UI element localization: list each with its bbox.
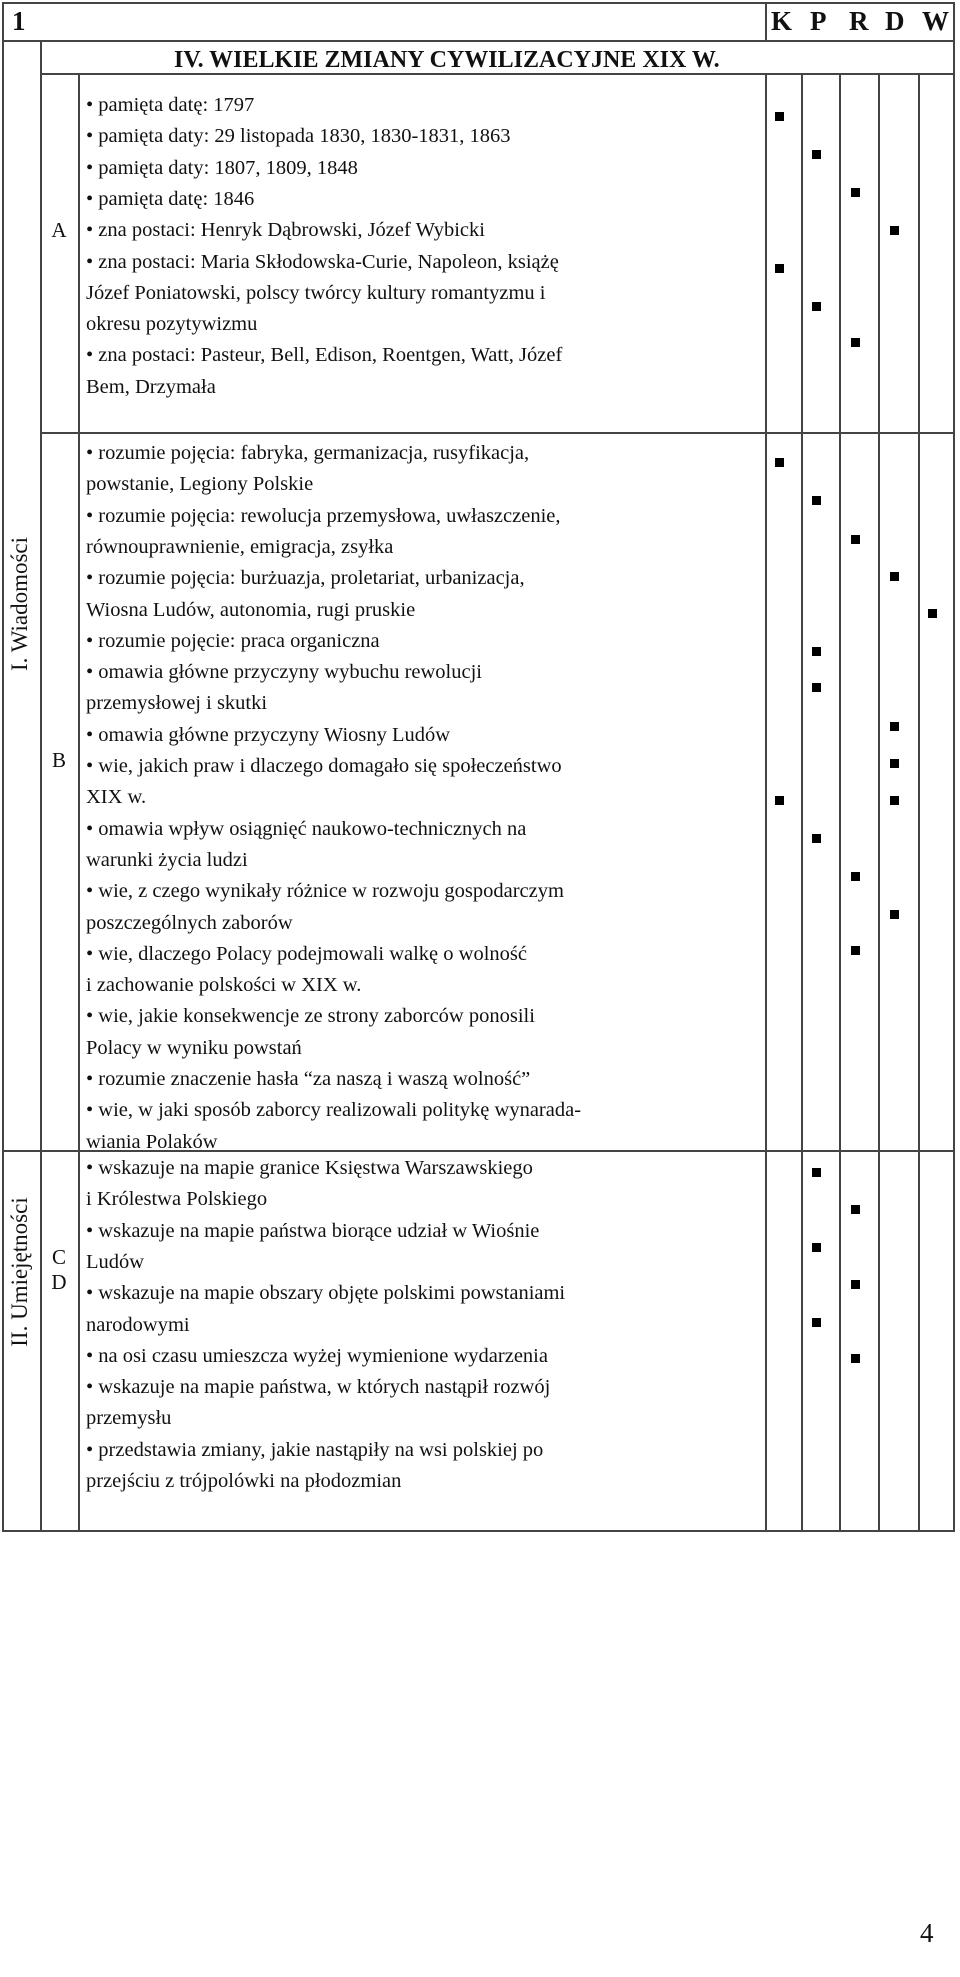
requirement-line: • wie, jakie konsekwencje ze strony zaborców ponosili xyxy=(86,1005,535,1028)
level-mark-k xyxy=(775,458,784,467)
level-mark-k xyxy=(775,264,784,273)
requirement-line: • pamięta datę: 1797 xyxy=(86,94,255,116)
group-a-bottom-border xyxy=(40,432,954,434)
content-column-border-lower xyxy=(765,73,767,1531)
group-a-label: A xyxy=(51,218,67,242)
requirement-line: Polacy w wyniku powstań xyxy=(86,1036,302,1059)
requirement-line: • wie, dlaczego Polacy podejmowali walkę o wolność xyxy=(86,942,527,965)
requirement-line: • pamięta daty: 1807, 1809, 1848 xyxy=(86,156,358,179)
requirement-line: • omawia główne przyczyny Wiosny Ludów xyxy=(86,723,451,746)
level-mark-d xyxy=(890,226,899,235)
level-k-border xyxy=(801,73,803,1531)
header-row-border xyxy=(2,40,954,42)
level-header-p: P xyxy=(810,6,827,36)
content-column-border xyxy=(765,2,767,40)
requirement-line: • zna postaci: Pasteur, Bell, Edison, Roentgen, Watt, Józef xyxy=(86,344,563,367)
table-right-border xyxy=(953,2,955,1532)
level-mark-d xyxy=(890,572,899,581)
requirement-line: Ludów xyxy=(86,1250,145,1273)
requirement-line: • zna postaci: Maria Skłodowska-Curie, Napoleon, książę xyxy=(86,250,559,273)
level-p-border xyxy=(839,73,841,1531)
level-mark-p xyxy=(812,1318,821,1327)
level-mark-p xyxy=(812,302,821,311)
requirement-line: i Królestwa Polskiego xyxy=(86,1188,268,1211)
level-d-border xyxy=(918,73,920,1531)
category-column-border xyxy=(40,40,42,1531)
requirement-line: • rozumie pojęcia: burżuazja, proletariat, urbanizacja, xyxy=(86,567,525,590)
requirement-line: narodowymi xyxy=(86,1313,190,1336)
level-mark-p xyxy=(812,1243,821,1252)
requirement-line: powstanie, Legiony Polskie xyxy=(86,473,314,496)
requirement-line: przejściu z trójpolówki na płodozmian xyxy=(86,1470,402,1492)
level-mark-r xyxy=(851,946,860,955)
requirement-line: • wie, z czego wynikały różnice w rozwoju gospodarczym xyxy=(86,880,564,903)
category-umiejetnosci-label: II. Umiejętności xyxy=(7,1197,32,1347)
requirement-line: poszczególnych zaborów xyxy=(86,911,293,934)
level-mark-r xyxy=(851,1354,860,1363)
requirement-line: • zna postaci: Henryk Dąbrowski, Józef Wybicki xyxy=(86,219,485,242)
level-mark-d xyxy=(890,759,899,768)
requirement-line: • wie, w jaki sposób zaborcy realizowali politykę wynarada- xyxy=(86,1099,582,1122)
category-wiadomosci-label: I. Wiadomości xyxy=(7,536,32,672)
requirement-line: • omawia wpływ osiągnięć naukowo-technicznych na xyxy=(86,817,527,840)
level-header-d: D xyxy=(885,6,905,36)
requirement-line: i zachowanie polskości w XIX w. xyxy=(86,974,362,997)
group-c-label: C xyxy=(51,1245,66,1269)
requirement-line: • rozumie pojęcie: praca organiczna xyxy=(86,629,380,652)
level-mark-p xyxy=(812,683,821,692)
requirement-line: • rozumie znaczenie hasła “za naszą i waszą wolność” xyxy=(86,1068,531,1090)
requirement-line: • przedstawia zmiany, jakie nastąpiły na wsi polskiej po xyxy=(86,1438,544,1461)
level-r-border xyxy=(878,73,880,1531)
requirement-line: • rozumie pojęcia: rewolucja przemysłowa, uwłaszczenie, xyxy=(86,504,561,527)
group-column-border xyxy=(78,73,80,1531)
requirement-line: Bem, Drzymała xyxy=(86,375,216,398)
requirement-line: przemysłu xyxy=(86,1407,172,1430)
level-mark-d xyxy=(890,796,899,805)
level-mark-d xyxy=(890,722,899,731)
level-mark-k xyxy=(775,796,784,805)
level-mark-p xyxy=(812,150,821,159)
level-mark-r xyxy=(851,338,860,347)
table-bottom-border xyxy=(2,1530,954,1532)
level-mark-r xyxy=(851,188,860,197)
requirement-line: • pamięta datę: 1846 xyxy=(86,187,255,210)
group-b-label: B xyxy=(51,748,66,772)
requirement-line: • wskazuje na mapie państwa, w których nastąpił rozwój xyxy=(86,1376,551,1399)
level-header-k: K xyxy=(771,6,793,36)
level-mark-p xyxy=(812,496,821,505)
requirement-line: równouprawnienie, emigracja, zsyłka xyxy=(86,535,394,558)
requirement-line: • wskazuje na mapie obszary objęte polskimi powstaniami xyxy=(86,1282,566,1305)
level-mark-d xyxy=(890,910,899,919)
requirement-line: • wskazuje na mapie granice Księstwa Warszawskiego xyxy=(86,1157,533,1179)
level-mark-r xyxy=(851,1205,860,1214)
level-mark-w xyxy=(928,609,937,618)
requirement-line: • pamięta daty: 29 listopada 1830, 1830-1831, 1863 xyxy=(86,125,511,148)
level-mark-r xyxy=(851,1280,860,1289)
requirement-line: wiania Polaków xyxy=(86,1130,218,1153)
level-mark-p xyxy=(812,834,821,843)
level-header-r: R xyxy=(849,6,869,36)
requirement-line: • omawia główne przyczyny wybuchu rewolucji xyxy=(86,661,482,684)
requirement-line: • wskazuje na mapie państwa biorące udział w Wiośnie xyxy=(86,1219,540,1242)
table-left-border xyxy=(2,2,4,1532)
row-number: 1 xyxy=(12,6,26,36)
section-title: IV. WIELKIE ZMIANY CYWILIZACYJNE XIX W. xyxy=(174,47,720,73)
page-number: 4 xyxy=(920,1918,934,1948)
level-mark-k xyxy=(775,112,784,121)
requirement-line: przemysłowej i skutki xyxy=(86,692,268,715)
requirement-line: warunki życia ludzi xyxy=(86,848,248,871)
requirement-line: okresu pozytywizmu xyxy=(86,313,258,336)
requirement-line: • wie, jakich praw i dlaczego domagało się społeczeństwo xyxy=(86,755,562,777)
level-mark-p xyxy=(812,1168,821,1177)
requirement-line: Józef Poniatowski, polscy twórcy kultury romantyzmu i xyxy=(86,281,546,304)
requirement-line: • rozumie pojęcia: fabryka, germanizacja, rusyfikacja, xyxy=(86,442,530,464)
table-top-border xyxy=(2,2,954,4)
requirement-line: Wiosna Ludów, autonomia, rugi pruskie xyxy=(86,598,416,621)
requirement-line: XIX w. xyxy=(86,786,147,809)
level-mark-r xyxy=(851,872,860,881)
requirement-line: • na osi czasu umieszcza wyżej wymienione wydarzenia xyxy=(86,1344,548,1367)
group-d-label: D xyxy=(51,1270,67,1294)
level-mark-r xyxy=(851,535,860,544)
level-mark-p xyxy=(812,647,821,656)
level-header-w: W xyxy=(922,6,949,36)
